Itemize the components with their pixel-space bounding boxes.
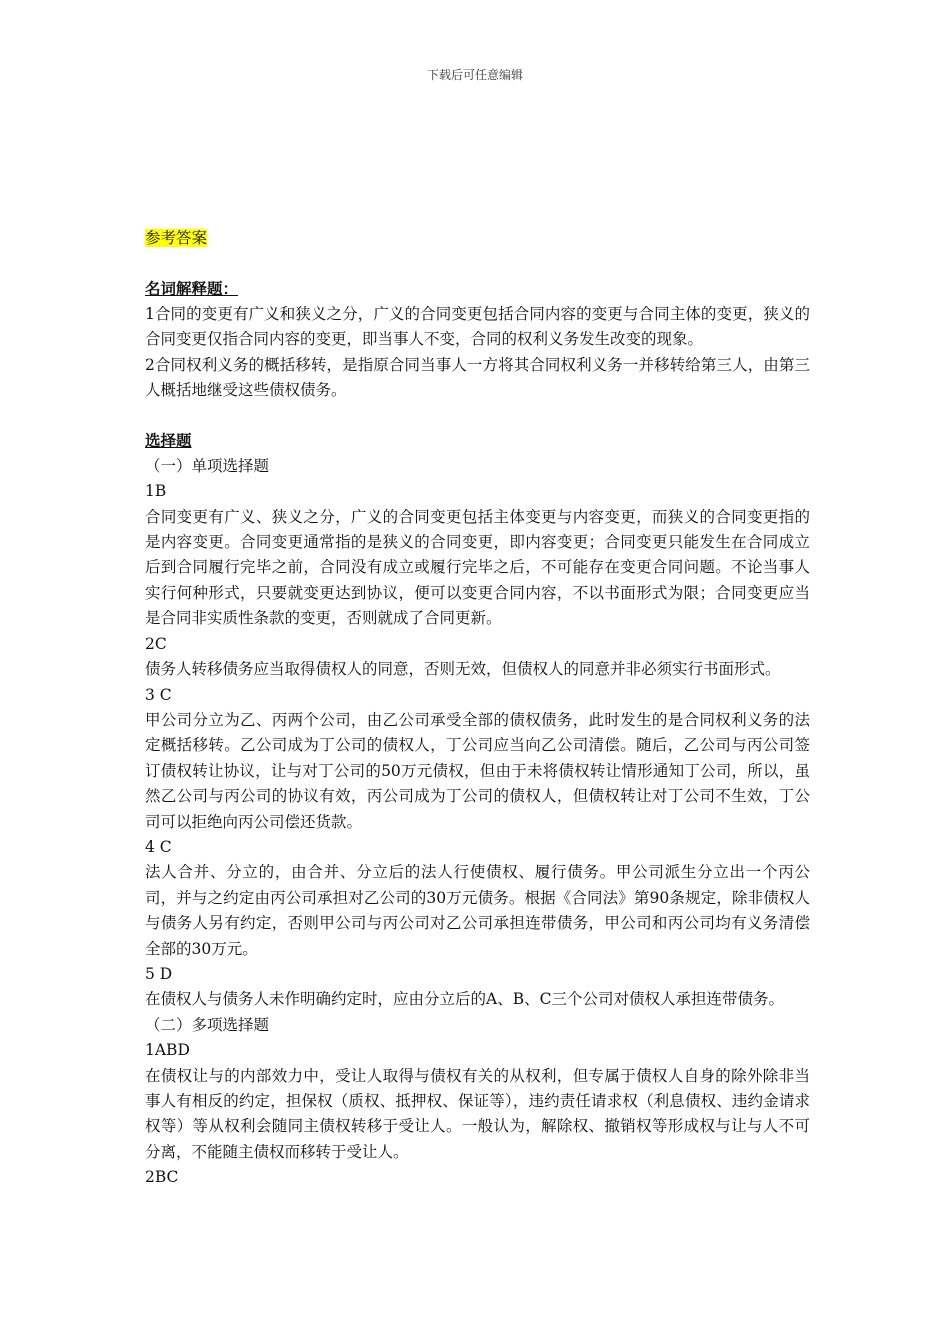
terms-heading: 名词解释题：: [145, 279, 239, 299]
answer-explanation: 在债权人与债务人未作明确约定时，应由分立后的A、B、C三个公司对债权人承担连带债务。: [145, 990, 784, 1009]
answer-title: [145, 226, 810, 251]
answer-explanation: 法人合并、分立的，由合并、分立后的法人行使债权、履行债务。甲公司派生分立出一个丙公司，并与之约定由丙公司承担对乙公司的30万元债务。根据《合同法》第90条规定，除非债权人与债务人另有约定，否则甲公司与丙公司对乙公司承担连带债务，甲公司和丙公司均有义务清偿全部的30万元。: [145, 863, 810, 958]
answer-key: 2BC: [145, 1168, 179, 1187]
answer-key: 1ABD: [145, 1041, 190, 1060]
answer-key: 4 C: [145, 837, 172, 856]
choice-heading: 选择题: [145, 431, 192, 451]
answer-key: 1B: [145, 482, 167, 501]
term-item: 1合同的变更有广义和狭义之分，广义的合同变更包括合同内容的变更与合同主体的变更，狭义的合同变更仅指合同内容的变更，即当事人不变，合同的权利义务发生改变的现象。: [145, 304, 810, 349]
answer-explanation: 在债权让与的内部效力中，受让人取得与债权有关的从权利，但专属于债权人自身的除外除非当事人有相反的约定，担保权（质权、抵押权、保证等），违约责任请求权（利息债权、违约金请求权等）等从权利会随同主债权转移于受让人。一般认为，解除权、撤销权等形成权与让与人不可分离，不能随主债权而移转于受让人。: [145, 1066, 810, 1161]
answer-explanation: 甲公司分立为乙、丙两个公司，由乙公司承受全部的债权债务，此时发生的是合同权利义务的法定概括移转。乙公司成为丁公司的债权人，丁公司应当向乙公司清偿。随后，乙公司与丙公司签订债权转让协议，让与对丁公司的50万元债权，但由于未将债权转让情形通知丁公司，所以，虽然乙公司与丙公司的协议有效，丙公司成为丁公司的债权人，但债权转让对丁公司不生效，丁公司可以拒绝向丙公司偿还货款。: [145, 710, 810, 831]
answer-key: 3 C: [145, 685, 172, 704]
answer-title-text: 参考答案: [145, 229, 208, 247]
page-header: 下载后可任意编辑: [426, 68, 523, 82]
answer-explanation: 债务人转移债务应当取得债权人的同意，否则无效，但债权人的同意并非必须实行书面形式。: [145, 660, 781, 679]
answer-explanation: 合同变更有广义、狭义之分，广义的合同变更包括主体变更与内容变更，而狭义的合同变更指的是内容变更。合同变更通常指的是狭义的合同变更，即内容变更；合同变更只能发生在合同成立后到合同履行完毕之前，合同没有成立或履行完毕之后，不可能存在变更合同问题。不论当事人实行何种形式，只要就变更达到协议，便可以变更合同内容，不以书面形式为限；合同变更应当是合同非实质性条款的变更，否则就成了合同更新。: [145, 507, 810, 628]
answer-key: 2C: [145, 634, 167, 653]
term-item: 2合同权利义务的概括移转，是指原合同当事人一方将其合同权利义务一并移转给第三人，由第三人概括地继受这些债权债务。: [145, 355, 810, 400]
answer-key: 5 D: [145, 964, 173, 983]
multi-heading: （二）多项选择题: [145, 1015, 270, 1034]
single-heading: （一）单项选择题: [145, 456, 270, 475]
document-body: [145, 226, 810, 1191]
